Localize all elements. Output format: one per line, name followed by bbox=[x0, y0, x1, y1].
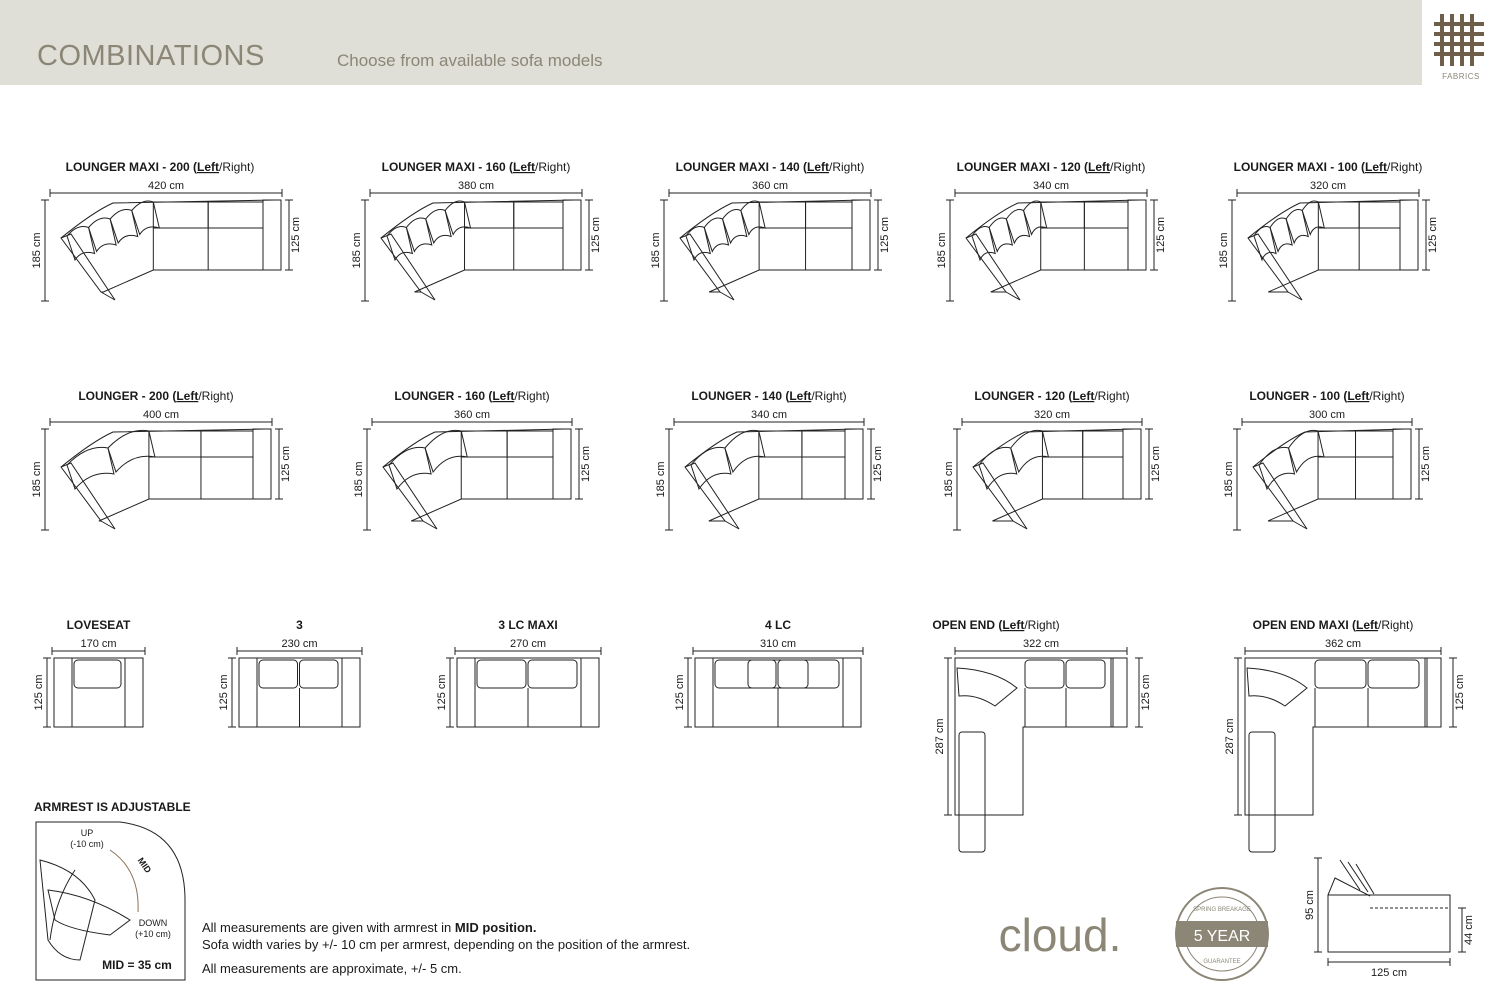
back-cushion bbox=[1318, 202, 1359, 228]
lounger-maxi-2-depth-label: 185 cm bbox=[650, 232, 662, 269]
open-end-1-sofa-plan bbox=[1245, 658, 1441, 852]
open-end-1-width-dimension bbox=[1245, 638, 1441, 655]
armrest bbox=[1400, 200, 1418, 270]
lounger-maxi-2-width-label: 360 cm bbox=[751, 180, 789, 192]
back-cushion bbox=[1368, 660, 1419, 688]
sofa-outline bbox=[1248, 200, 1418, 292]
lounger-3-sofa-plan bbox=[973, 429, 1141, 529]
armrest-mid-shape bbox=[50, 870, 75, 940]
badge-top-text: SPRING BREAKAGE bbox=[1193, 907, 1251, 913]
straight-0-depth-label: 125 cm bbox=[33, 674, 45, 711]
lounger-maxi-3-depth-label: 185 cm bbox=[936, 232, 948, 269]
lounger-maxi-1-title: LOUNGER MAXI - 160 (Left/Right) bbox=[381, 160, 571, 174]
back-cushion bbox=[1041, 202, 1085, 228]
lounger-1-seat-depth-dimension bbox=[575, 429, 592, 499]
lounger-0-depth-dimension bbox=[31, 429, 49, 530]
lounger-0-title: LOUNGER - 200 (Left/Right) bbox=[78, 389, 234, 403]
lounger-4-seat-depth-dimension bbox=[1415, 429, 1432, 499]
side-arm bbox=[1328, 878, 1370, 896]
open-end-0-length-label: 287 cm bbox=[934, 718, 946, 755]
sofa-outline bbox=[685, 429, 863, 521]
page-subtitle: Choose from available sofa models bbox=[337, 51, 603, 70]
corner-back-cushion bbox=[387, 227, 412, 260]
lounger-1-depth-label: 185 cm bbox=[353, 461, 365, 498]
corner-back-cushion bbox=[1286, 210, 1308, 243]
note-armrest-position bbox=[202, 920, 536, 935]
straight-1-width-label: 230 cm bbox=[281, 638, 318, 650]
straight-1-depth-dimension bbox=[218, 658, 236, 727]
lounger-maxi-4-title: LOUNGER MAXI - 100 (Left/Right) bbox=[1233, 160, 1423, 174]
adjustment-arrow bbox=[110, 850, 138, 912]
straight-2-width-dimension bbox=[455, 638, 601, 655]
corner-back-cushion bbox=[445, 201, 470, 234]
open-end-0-depth-dimension bbox=[1135, 658, 1152, 727]
corner-back-cushion bbox=[686, 227, 710, 260]
lounger-3-seat-depth-dimension bbox=[1145, 429, 1162, 499]
side-depth-dimension bbox=[1328, 958, 1450, 966]
back-cushion bbox=[149, 431, 201, 457]
straight-0-width-dimension bbox=[52, 638, 145, 655]
corner-back-cushion bbox=[989, 218, 1012, 251]
lounger-maxi-0-title: LOUNGER MAXI - 200 (Left/Right) bbox=[65, 160, 255, 174]
straight-3-width-label: 310 cm bbox=[759, 638, 797, 650]
lounger-3-depth-label: 185 cm bbox=[943, 461, 955, 498]
lounger-2-sofa-plan bbox=[685, 429, 863, 529]
chaise-arm bbox=[973, 463, 1027, 529]
lounger-maxi-3-width-label: 340 cm bbox=[1032, 180, 1070, 192]
lounger-1-title: LOUNGER - 160 (Left/Right) bbox=[394, 389, 550, 403]
chaise-arm bbox=[1248, 234, 1302, 300]
lounger-maxi-0-seat-depth-dimension bbox=[285, 200, 302, 270]
side-profile-drawing bbox=[1328, 860, 1450, 979]
straight-3-width-dimension bbox=[693, 638, 863, 655]
corner-back-cushion bbox=[1006, 210, 1029, 243]
lounger-2-depth-label: 185 cm bbox=[655, 461, 667, 498]
side-height-label: 95 cm bbox=[1304, 890, 1316, 920]
back-cushion bbox=[802, 431, 845, 457]
open-end-1-length-label: 287 cm bbox=[1224, 718, 1236, 755]
back-cushion bbox=[1083, 431, 1123, 457]
sofa-outline bbox=[54, 658, 143, 727]
back-cushion bbox=[1025, 660, 1064, 688]
armrest-mid-label: MID bbox=[135, 855, 154, 875]
open-end-0-length-dimension bbox=[934, 658, 952, 815]
lounger-maxi-3-seat-depth-dimension bbox=[1150, 200, 1167, 270]
lounger-4-depth-label: 185 cm bbox=[1223, 461, 1235, 498]
straight-0-sofa-plan bbox=[54, 658, 143, 727]
straight-1-depth-label: 125 cm bbox=[218, 674, 230, 711]
lounger-maxi-0-width-label: 420 cm bbox=[147, 180, 185, 192]
corner-back-cushion bbox=[406, 218, 431, 251]
lounger-maxi-3-width-dimension bbox=[955, 180, 1147, 197]
open-end-0-sofa-plan bbox=[955, 658, 1127, 852]
lounger-4-title: LOUNGER - 100 (Left/Right) bbox=[1249, 389, 1405, 403]
straight-3-sofa-plan bbox=[695, 658, 861, 727]
back-cushion bbox=[1042, 431, 1082, 457]
lounger-maxi-4-width-label: 320 cm bbox=[1309, 180, 1347, 192]
armrest bbox=[1128, 200, 1146, 270]
straight-2-sofa-plan bbox=[457, 658, 599, 727]
lounger-maxi-2-depth-dimension bbox=[650, 200, 668, 301]
lounger-maxi-3-seat-depth-label: 125 cm bbox=[1155, 216, 1167, 254]
note-line1-prefix: All measurements are given with armrest in bbox=[202, 920, 455, 935]
armrest-down-delta: (+10 cm) bbox=[135, 929, 171, 939]
lounger-maxi-4-depth-dimension bbox=[1218, 200, 1236, 301]
lounger-maxi-3-depth-dimension bbox=[936, 200, 954, 301]
lounger-maxi-2-width-dimension bbox=[669, 180, 871, 197]
straight-2-title: 3 LC MAXI bbox=[498, 618, 558, 632]
back-cushion bbox=[507, 431, 553, 457]
sofa-outline bbox=[955, 658, 1113, 815]
back-cushion bbox=[465, 202, 514, 228]
chaise-back bbox=[959, 732, 985, 852]
lounger-3-depth-dimension bbox=[943, 429, 961, 530]
back-cushion bbox=[300, 660, 339, 688]
side-seat-height-dimension bbox=[1458, 908, 1475, 952]
lounger-maxi-0-sofa-plan bbox=[61, 200, 281, 300]
badge-bottom-text: GUARANTEE bbox=[1203, 959, 1241, 965]
armrest-title: ARMREST IS ADJUSTABLE bbox=[34, 800, 191, 814]
lounger-1-sofa-plan bbox=[383, 429, 571, 529]
page-title: COMBINATIONS bbox=[37, 40, 265, 72]
armrest bbox=[852, 200, 870, 270]
note-width-variation: Sofa width varies by +/- 10 cm per armrest, depending on the position of the armrest. bbox=[202, 937, 691, 952]
armrest-up-delta: (-10 cm) bbox=[70, 839, 104, 849]
armrest bbox=[253, 429, 271, 499]
sofa-outline bbox=[1253, 429, 1411, 521]
lounger-4-depth-dimension bbox=[1223, 429, 1241, 530]
corner-back-cushion bbox=[1254, 227, 1276, 260]
straight-2-depth-label: 125 cm bbox=[436, 674, 448, 711]
lounger-maxi-4-depth-label: 185 cm bbox=[1218, 232, 1230, 269]
lounger-maxi-0-depth-dimension bbox=[31, 200, 49, 301]
corner-back-cushion bbox=[1024, 201, 1047, 234]
lounger-maxi-2-title: LOUNGER MAXI - 140 (Left/Right) bbox=[675, 160, 865, 174]
lounger-maxi-2-seat-depth-dimension bbox=[874, 200, 891, 270]
cloud-logo: cloud. bbox=[998, 909, 1122, 961]
chaise-arm bbox=[383, 463, 437, 529]
armrest-down-shape bbox=[48, 890, 130, 935]
corner-back-cushion bbox=[741, 201, 765, 234]
straight-1-width-dimension bbox=[237, 638, 362, 655]
back-cushion bbox=[74, 660, 121, 688]
back-cushion bbox=[514, 202, 563, 228]
lounger-maxi-1-width-dimension bbox=[370, 180, 582, 197]
back-cushion bbox=[1066, 660, 1105, 688]
straight-3-depth-label: 125 cm bbox=[674, 674, 686, 711]
lounger-maxi-1-depth-dimension bbox=[351, 200, 369, 301]
side-height-dimension bbox=[1304, 858, 1322, 952]
open-end-0-depth-label: 125 cm bbox=[1140, 674, 1152, 711]
lounger-0-depth-label: 185 cm bbox=[31, 461, 43, 498]
lounger-maxi-1-seat-depth-dimension bbox=[585, 200, 602, 270]
armrest-adjustment-illustration bbox=[36, 822, 185, 980]
lounger-1-seat-depth-label: 125 cm bbox=[580, 445, 592, 483]
note-approximate: All measurements are approximate, +/- 5 cm. bbox=[202, 961, 462, 976]
armrest-frame bbox=[36, 822, 185, 980]
lounger-4-width-dimension bbox=[1242, 409, 1412, 426]
lounger-maxi-4-seat-depth-label: 125 cm bbox=[1427, 216, 1439, 254]
armrest-down-label: DOWN bbox=[138, 918, 168, 928]
back-cushion bbox=[528, 660, 577, 688]
sofa-outline bbox=[1245, 658, 1427, 815]
lounger-2-width-label: 340 cm bbox=[750, 409, 788, 421]
open-end-0-width-dimension bbox=[955, 638, 1127, 655]
back-cushion bbox=[477, 660, 526, 688]
right-armrest bbox=[843, 658, 861, 727]
straight-0-title: LOVESEAT bbox=[66, 618, 131, 632]
note-line1-bold: MID position. bbox=[454, 920, 537, 935]
open-end-1-title: OPEN END MAXI (Left/Right) bbox=[1252, 618, 1414, 632]
lounger-3-seat-depth-label: 125 cm bbox=[1150, 445, 1162, 483]
lounger-0-sofa-plan bbox=[61, 429, 271, 529]
corner-cushion bbox=[957, 668, 1017, 706]
back-cushion bbox=[208, 202, 263, 228]
corner-back-cushion bbox=[1270, 218, 1292, 251]
lounger-maxi-0-width-dimension bbox=[50, 180, 282, 197]
corner-back-cushion bbox=[979, 447, 1017, 489]
lounger-maxi-1-depth-label: 185 cm bbox=[351, 232, 363, 269]
guarantee-badge bbox=[1176, 888, 1268, 980]
back-cushion bbox=[759, 202, 805, 228]
lounger-3-width-dimension bbox=[962, 409, 1142, 426]
lounger-maxi-0-depth-label: 185 cm bbox=[31, 232, 43, 269]
lounger-maxi-0-seat-depth-label: 125 cm bbox=[290, 216, 302, 254]
open-end-1-length-dimension bbox=[1224, 658, 1242, 815]
corner-back-cushion bbox=[108, 430, 155, 472]
right-armrest bbox=[581, 658, 599, 727]
straight-1-sofa-plan bbox=[239, 658, 360, 727]
sofa-outline bbox=[61, 429, 271, 521]
open-end-1-depth-dimension bbox=[1449, 658, 1466, 727]
corner-back-cushion bbox=[972, 227, 995, 260]
right-armrest bbox=[125, 658, 143, 727]
armrest bbox=[563, 200, 581, 270]
sofa-outline bbox=[61, 200, 281, 292]
open-end-1-depth-label: 125 cm bbox=[1454, 674, 1466, 711]
lounger-2-title: LOUNGER - 140 (Left/Right) bbox=[691, 389, 847, 403]
lounger-3-title: LOUNGER - 120 (Left/Right) bbox=[974, 389, 1130, 403]
back-cushion bbox=[759, 431, 802, 457]
back-cushion bbox=[461, 431, 507, 457]
side-seat-height-label: 44 cm bbox=[1463, 915, 1475, 945]
back-cushion bbox=[1356, 431, 1393, 457]
open-end-1-width-label: 362 cm bbox=[1324, 638, 1362, 650]
back-cushion bbox=[153, 202, 208, 228]
lounger-maxi-4-width-dimension bbox=[1237, 180, 1419, 197]
badge-main-text: 5 YEAR bbox=[1193, 928, 1251, 945]
lounger-maxi-3-title: LOUNGER MAXI - 120 (Left/Right) bbox=[956, 160, 1146, 174]
lounger-maxi-2-sofa-plan bbox=[680, 200, 870, 300]
lounger-0-width-dimension bbox=[50, 409, 272, 426]
corner-back-cushion bbox=[723, 210, 747, 243]
back-cushion bbox=[715, 660, 776, 688]
chaise-arm bbox=[1253, 463, 1307, 529]
lounger-4-seat-depth-label: 125 cm bbox=[1420, 445, 1432, 483]
straight-0-width-label: 170 cm bbox=[80, 638, 117, 650]
left-armrest bbox=[457, 658, 475, 727]
lounger-maxi-1-sofa-plan bbox=[381, 200, 581, 300]
lounger-2-depth-dimension bbox=[655, 429, 673, 530]
lounger-0-seat-depth-dimension bbox=[275, 429, 292, 499]
corner-back-cushion bbox=[704, 218, 728, 251]
armrest-mid-value: MID = 35 cm bbox=[102, 958, 172, 972]
lounger-maxi-4-sofa-plan bbox=[1248, 200, 1418, 300]
lounger-4-width-label: 300 cm bbox=[1308, 409, 1346, 421]
armrest bbox=[1393, 429, 1411, 499]
lounger-2-width-dimension bbox=[674, 409, 864, 426]
lounger-4-sofa-plan bbox=[1253, 429, 1411, 529]
side-depth-label: 125 cm bbox=[1370, 967, 1408, 979]
armrest bbox=[845, 429, 863, 499]
armrest bbox=[263, 200, 281, 270]
straight-2-width-label: 270 cm bbox=[509, 638, 547, 650]
lounger-maxi-1-width-label: 380 cm bbox=[457, 180, 495, 192]
armrest bbox=[1123, 429, 1141, 499]
lounger-maxi-3-sofa-plan bbox=[966, 200, 1146, 300]
armrest-up-shape bbox=[40, 860, 95, 960]
lounger-1-depth-dimension bbox=[353, 429, 371, 530]
back-cushion bbox=[201, 431, 253, 457]
armrest bbox=[553, 429, 571, 499]
corner-back-cushion bbox=[1289, 430, 1325, 472]
sofa-outline bbox=[383, 429, 571, 521]
lounger-maxi-1-seat-depth-label: 125 cm bbox=[590, 216, 602, 254]
lounger-3-width-label: 320 cm bbox=[1033, 409, 1071, 421]
corner-back-cushion bbox=[1302, 201, 1324, 234]
lounger-2-seat-depth-dimension bbox=[867, 429, 884, 499]
straight-0-depth-dimension bbox=[33, 658, 51, 727]
back-cushion bbox=[1084, 202, 1128, 228]
lounger-1-width-label: 360 cm bbox=[453, 409, 491, 421]
left-armrest bbox=[695, 658, 713, 727]
back-cushion bbox=[259, 660, 298, 688]
lounger-maxi-2-seat-depth-label: 125 cm bbox=[879, 216, 891, 254]
back-cushion bbox=[1315, 660, 1366, 688]
corner-back-cushion bbox=[426, 210, 451, 243]
open-end-0-title: OPEN END (Left/Right) bbox=[932, 618, 1060, 632]
chaise-back bbox=[1249, 732, 1275, 852]
back-cushion bbox=[1318, 431, 1355, 457]
left-armrest bbox=[239, 658, 257, 727]
lounger-2-seat-depth-label: 125 cm bbox=[872, 445, 884, 483]
straight-3-title: 4 LC bbox=[764, 618, 792, 632]
sofa-outline bbox=[973, 429, 1141, 521]
corner-back-cushion bbox=[389, 447, 431, 489]
straight-2-depth-dimension bbox=[436, 658, 454, 727]
lounger-1-width-dimension bbox=[372, 409, 572, 426]
open-end-0-width-label: 322 cm bbox=[1022, 638, 1060, 650]
corner-cushion bbox=[1247, 668, 1307, 706]
armrest-up-label: UP bbox=[80, 828, 94, 838]
fabrics-label: FABRICS bbox=[1442, 72, 1480, 81]
lounger-0-seat-depth-label: 125 cm bbox=[280, 445, 292, 483]
corner-back-cushion bbox=[691, 447, 731, 489]
back-cushion bbox=[1359, 202, 1400, 228]
left-armrest bbox=[54, 658, 72, 727]
sofa-side-outline bbox=[1328, 895, 1450, 952]
lounger-maxi-4-seat-depth-dimension bbox=[1422, 200, 1439, 270]
right-armrest bbox=[342, 658, 360, 727]
straight-1-title: 3 bbox=[296, 618, 303, 632]
straight-3-depth-dimension bbox=[674, 658, 692, 727]
back-cushion bbox=[806, 202, 852, 228]
lounger-0-width-label: 400 cm bbox=[142, 409, 180, 421]
